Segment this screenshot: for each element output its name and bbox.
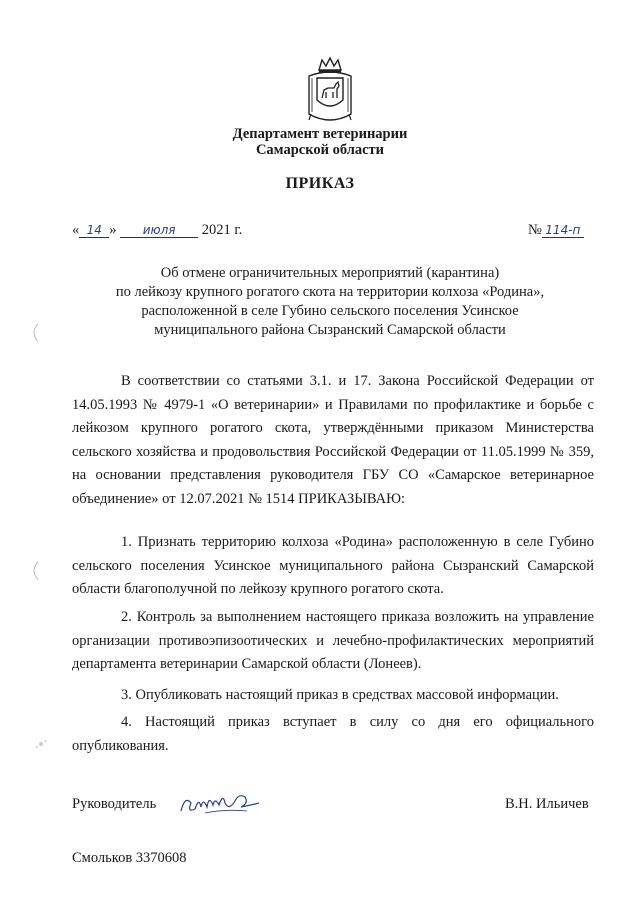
document-title: ПРИКАЗ <box>285 175 355 192</box>
scan-mark <box>28 322 40 344</box>
date-year: 2021 г. <box>201 222 243 238</box>
order-item-3: 3. Опубликовать настоящий приказ в средствах массовой информации. <box>121 687 559 703</box>
number-value-handwritten: 114-п <box>542 223 584 238</box>
number-prefix: № <box>528 222 542 238</box>
scan-smudge <box>32 735 50 753</box>
date-close-quote: » <box>109 222 117 238</box>
date-open-quote: « <box>72 222 80 238</box>
handwritten-signature <box>175 783 265 823</box>
scan-mark <box>28 560 40 582</box>
order-item-1: 1. Признать территорию колхоза «Родина» расположенную в селе Губино сельского поселения Усинское муниципального района Сызранский Самарской области благополучной по лейкозу крупного рогатого скота. <box>72 534 594 597</box>
department-heading <box>0 126 640 158</box>
subject-line-1: Об отмене ограничительных мероприятий (карантина) <box>160 265 500 281</box>
document-date <box>72 222 242 239</box>
coat-of-arms-icon <box>305 56 355 126</box>
document-subject <box>60 264 600 340</box>
department-line-1: Департамент ветеринарии <box>232 126 408 142</box>
executor-contact: Смольков 3370608 <box>72 850 187 866</box>
subject-line-2: по лейкозу крупного рогатого скота на территории колхоза «Родина», <box>115 284 545 300</box>
signatory-position: Руководитель <box>72 796 157 812</box>
signatory-name: В.Н. Ильичев <box>505 796 589 812</box>
intro-paragraph: В соответствии со статьями 3.1. и 17. Закона Российской Федерации от 14.05.1993 № 4979-1 «О ветеринарии» и Правилами по профилактике и борьбе с лейкозом крупного рогатого скота, утверждёнными приказом Министерства сельского хозяйства и продовольствия Российской Федерации от 11.05.1999 № 359, на основании представления руководителя ГБУ СО «Самарское ветеринарное объединение» от 12.07.2021 № 1514 ПРИКАЗЫВАЮ: <box>72 373 594 507</box>
order-item-2: 2. Контроль за выполнением настоящего приказа возложить на управление организации противоэпизоотических и лечебно-профилактических мероприятий департамента ветеринарии Самарской области (Лонеев). <box>72 609 594 672</box>
order-item-4: 4. Настоящий приказ вступает в силу со дня его официального опубликования. <box>72 714 594 754</box>
department-line-2: Самарской области <box>255 142 385 158</box>
date-day-handwritten: 14 <box>79 223 109 238</box>
subject-line-3: расположенной в селе Губино сельского поселения Усинское <box>141 303 519 319</box>
subject-line-4: муниципального района Сызранский Самарской области <box>154 322 506 338</box>
date-month-handwritten: июля <box>120 223 198 238</box>
document-number <box>528 222 584 239</box>
